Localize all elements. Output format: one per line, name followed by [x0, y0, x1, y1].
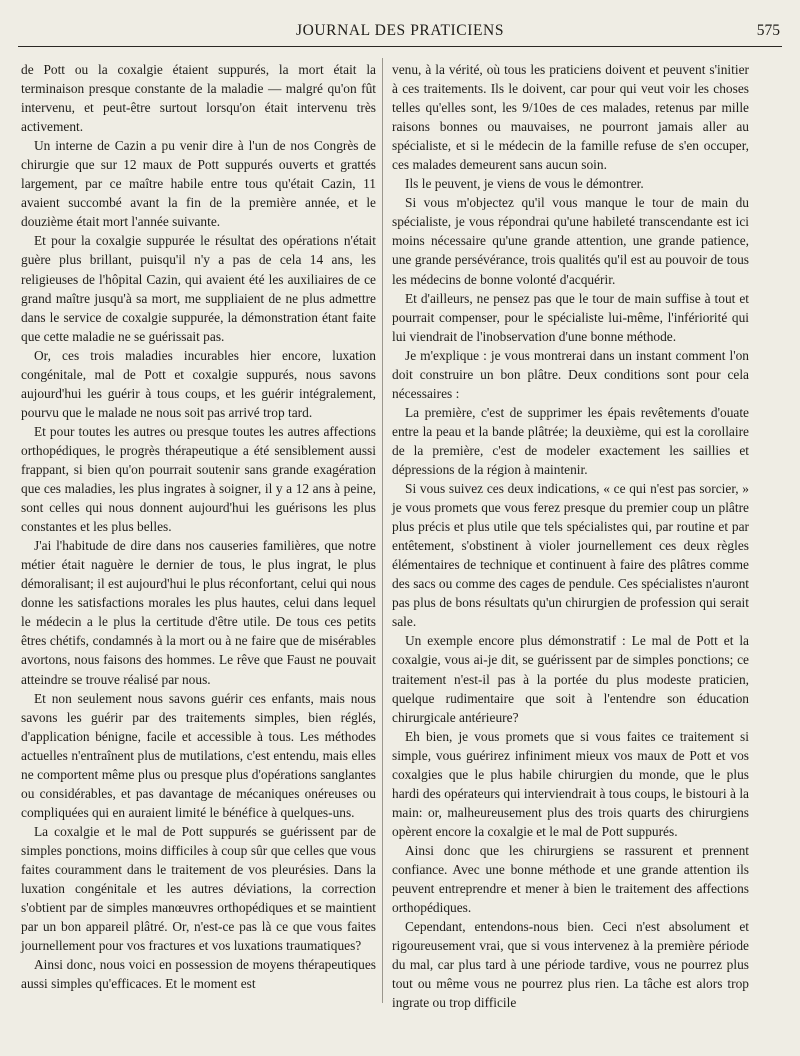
- journal-title: JOURNAL DES PRATICIENS: [295, 22, 505, 39]
- paragraph: Or, ces trois maladies incurables hier encore, luxation congénitale, mal de Pott et coxalgie suppurés, nous savons aujourd'hui les guérir à tous coups, et les guérir intégralement, pourvu que le malade ne nous soit pas arrivé trop tard.: [21, 347, 376, 420]
- paragraph: Et pour la coxalgie suppurée le résultat des opérations n'était guère plus brillant, puisqu'il n'y a pas de cela 14 ans, les religieuses de l'hôpital Cazin, qui avaient été les auxiliaires de ce grand maître jusqu'à sa mort, me suppliaient de ne plus admettre dans le service de coxalgie suppurée, la démonstration étant faite que cette maladie ne se guérissait pas.: [21, 233, 376, 344]
- paragraph: Un exemple encore plus démonstratif : Le mal de Pott et la coxalgie, vous ai-je dit, se guérissent par de simples ponctions; ce traitement n'est-il pas à la portée du plus modeste praticien, quelque rudimentaire que soit à l'entendre son éducation chirurgicale antérieure?: [392, 633, 749, 725]
- column-divider: [382, 58, 383, 1003]
- paragraph: Ils le peuvent, je viens de vous le démontrer.: [405, 176, 644, 192]
- paragraph: Si vous m'objectez qu'il vous manque le tour de main du spécialiste, je vous répondrai qu'une habileté transcendante est ici moins nécessaire qu'une grande attention, une grande patience, une grande persévérance, trois qualités qu'il est au pouvoir de tous les médecins de bonne volonté d'acquérir.: [392, 195, 749, 287]
- page-number: 575: [756, 22, 780, 39]
- paragraph: Si vous suivez ces deux indications, « ce qui n'est pas sorcier, » je vous promets que vous ferez presque du premier coup un plâtre plus précis et plus utile que tels spécialistes qui, par routine et par entêtement, s'obstinent à violer journellement ces deux règles élémentaires de technique et continuent à faire des plâtres comme des sacs ou comme des cages de pendule. Ces spécialistes n'auront pas plus de bons résultats qu'un chirurgien de profession qui serait sale.: [392, 481, 749, 630]
- paragraph: Ainsi donc, nous voici en possession de moyens thérapeutiques aussi simples qu'efficaces. Et le moment est: [21, 957, 376, 992]
- paragraph: La première, c'est de supprimer les épais revêtements d'ouate entre la peau et la bande plâtrée; la deuxième, qui est la corollaire de la première, c'est de modeler exactement les saillies et dépressions de la région à maintenir.: [392, 404, 749, 477]
- header-rule: [18, 46, 782, 47]
- paragraph: Et d'ailleurs, ne pensez pas que le tour de main suffise à tout et pourrait compenser, pour le spécialiste lui-même, l'infériorité qui lui viendrait de l'inobservation d'une bonne méthode.: [392, 290, 749, 344]
- right-column: [392, 60, 749, 1012]
- paragraph: de Pott ou la coxalgie étaient suppurés, la mort était la terminaison presque constante de la maladie — malgré qu'on fût intervenu, et peut-être surtout lorsqu'on était intervenu très activement.: [21, 62, 376, 135]
- paragraph: venu, à la vérité, où tous les praticiens doivent et peuvent s'initier à ces traitements. Ils le doivent, car pour qui veut voir les choses telles qu'elles sont, les 9/10es de ces malades, retenus par mille raisons bonnes ou mauvaises, ne pourront jamais aller au spécialiste, et si le médecin de la famille refuse de s'en occuper, ces malades demeurent sans aucun soin.: [392, 62, 749, 173]
- paragraph: Je m'explique : je vous montrerai dans un instant comment l'on doit construire un bon plâtre. Deux conditions sont pour cela nécessaires :: [392, 347, 749, 401]
- paragraph: J'ai l'habitude de dire dans nos causeries familières, que notre métier était naguère le dernier de tous, le plus ingrat, le plus démoralisant; il est aujourd'hui le plus réconfortant, celui qui nous donne les satisfactions morales les plus hautes, celui dans lequel le médecin a le plus la certitude d'être utile. De tous ces petits êtres chétifs, condamnés à la mort ou à ne faire que de misérables avortons, nous faisons des hommes. Le rêve que Faust ne pouvait atteindre se trouve réalisé par nous.: [21, 538, 376, 687]
- paragraph: Un interne de Cazin a pu venir dire à l'un de nos Congrès de chirurgie que sur 12 maux de Pott suppurés ouverts et grattés largement, par ce maître habile entre tous qu'était Cazin, 11 avaient succombé avant la fin de la première année, et le douzième était mort l'année suivante.: [21, 138, 376, 230]
- left-column: [21, 60, 376, 993]
- paragraph: Ainsi donc que les chirurgiens se rassurent et prennent confiance. Avec une bonne méthode et une grande attention ils peuvent entreprendre et mener à bien le traitement des affections orthopédiques.: [392, 842, 749, 916]
- paragraph: La coxalgie et le mal de Pott suppurés se guérissent par de simples ponctions, moins difficiles à coup sûr que celles que vous faites couramment dans le traitement de vos pleurésies. Dans la luxation congénitale et les autres déviations, la correction s'obtient par de simples manœuvres orthopédiques et se maintient par un bon appareil plâtré. Or, n'est-ce pas là ce que vous faites journellement pour vos fractures et vos luxations traumatiques?: [21, 823, 376, 954]
- paragraph: Et pour toutes les autres ou presque toutes les autres affections orthopédiques, le progrès thérapeutique a été sensiblement aussi frappant, si bien qu'on pourrait soutenir sans grande exagération que ces maladies, les plus ingrates à soigner, il y a 12 ans à peine, sont celles qui nous donnent aujourd'hui les guérisons les plus constantes et les plus belles.: [21, 423, 376, 535]
- paragraph: Et non seulement nous savons guérir ces enfants, mais nous savons les guérir par des traitements simples, bien réglés, d'application bénigne, facile et accessible à tous. Les méthodes actuelles n'entraînent plus de mutilations, c'est entendu, mais elles ne comportent même plus ou presque plus d'opérations sanglantes ou considérables, et pas davantage de mécaniques onéreuses ou compliquées qui en auraient limité le bénéfice à quelques-uns.: [21, 690, 376, 820]
- paragraph: Cependant, entendons-nous bien. Ceci n'est absolument et rigoureusement vrai, que si vous intervenez à la première période du mal, car plus tard à une période tardive, vous ne pourrez plus tout ou même vous ne pourrez plus rien. La tâche est alors trop ingrate ou trop difficile: [392, 919, 749, 1011]
- running-header: [18, 22, 782, 42]
- paragraph: Eh bien, je vous promets que si vous faites ce traitement si simple, vous guérirez infiniment mieux vos maux de Pott et vos coxalgies que le plus habile chirurgien du monde, que le plus hardi des opérateurs qui interviendrait à tous coups, le bistouri à la main: or, malheureusement plus des trois quarts des chirurgiens opèrent encore la coxalgie et le mal de Pott suppurés.: [392, 728, 749, 839]
